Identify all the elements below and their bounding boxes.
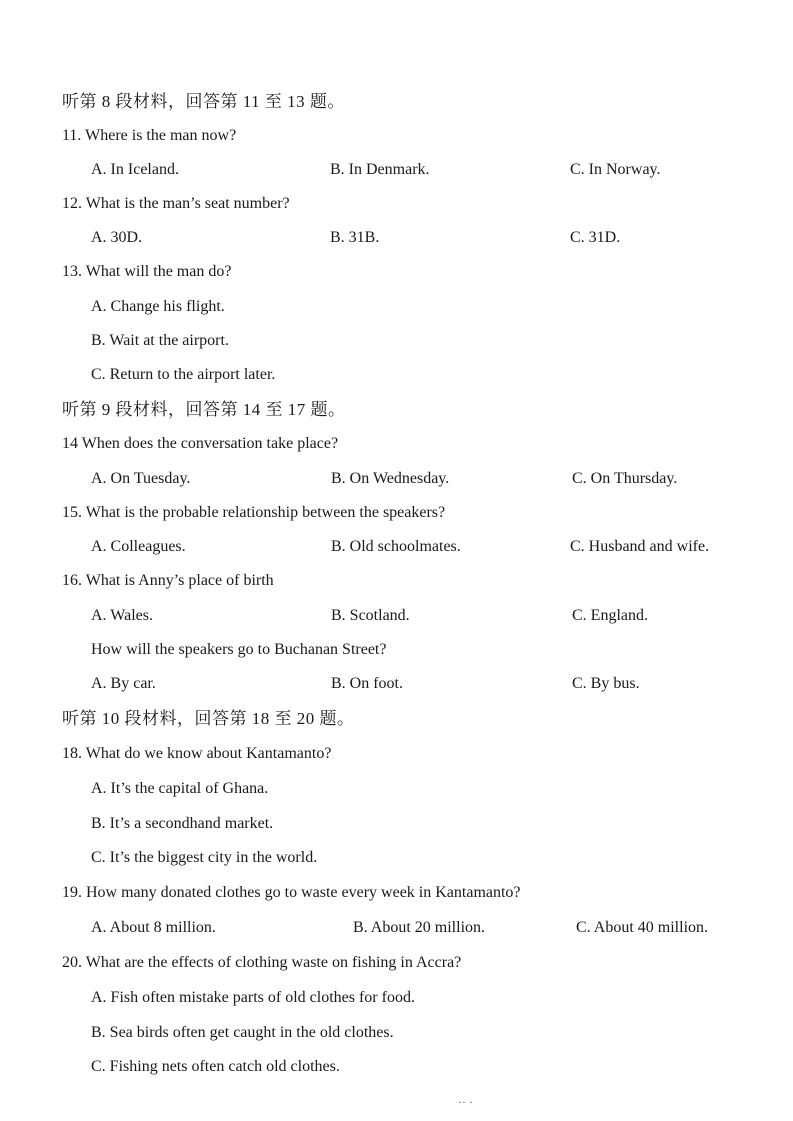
option-a: A. By car. <box>91 675 156 692</box>
option-a: A. Change his flight. <box>91 298 225 315</box>
option-b: B. Wait at the airport. <box>91 332 229 349</box>
option-a: A. Fish often mistake parts of old clothes for food. <box>91 989 415 1006</box>
question-13-option-c <box>0 362 793 388</box>
section-header-9 <box>0 397 793 423</box>
option-c: C. By bus. <box>572 675 640 692</box>
question-stem: 14 When does the conversation take place? <box>62 435 339 452</box>
question-12 <box>0 191 793 217</box>
section-header-8 <box>0 89 793 115</box>
option-b: B. 31B. <box>330 229 380 246</box>
option-c: C. Husband and wife. <box>570 538 710 555</box>
question-stem: How will the speakers go to Buchanan Street? <box>91 641 387 658</box>
option-c: C. England. <box>572 607 648 624</box>
option-b: B. In Denmark. <box>330 161 430 178</box>
question-13 <box>0 259 793 285</box>
question-20-option-b <box>0 1020 793 1046</box>
option-b: B. On foot. <box>331 675 403 692</box>
option-a: A. About 8 million. <box>91 919 216 936</box>
section-header-10 <box>0 706 793 732</box>
option-b: B. About 20 million. <box>353 919 486 936</box>
question-15-options <box>0 534 793 560</box>
question-stem: 16. What is Anny’s place of birth <box>62 572 274 589</box>
question-19-options <box>0 915 793 941</box>
option-a: A. It’s the capital of Ghana. <box>91 780 269 797</box>
option-b: B. It’s a secondhand market. <box>91 815 274 832</box>
question-16-options <box>0 603 793 629</box>
option-a: A. Wales. <box>91 607 153 624</box>
question-11-options <box>0 157 793 183</box>
question-14 <box>0 431 793 457</box>
section-header-text: 听第 10 段材料，回答第 18 至 20 题。 <box>62 709 355 728</box>
question-11 <box>0 123 793 149</box>
question-15 <box>0 500 793 526</box>
option-a: A. 30D. <box>91 229 143 246</box>
question-12-options <box>0 225 793 251</box>
question-13-option-a <box>0 294 793 320</box>
section-header-text: 听第 9 段材料，回答第 14 至 17 题。 <box>62 400 346 419</box>
option-a: A. In Iceland. <box>91 161 179 178</box>
question-stem: 12. What is the man’s seat number? <box>62 195 290 212</box>
option-c: C. It’s the biggest city in the world. <box>91 849 318 866</box>
question-18-option-a <box>0 776 793 802</box>
option-c: C. Fishing nets often catch old clothes. <box>91 1058 340 1075</box>
question-18-option-b <box>0 811 793 837</box>
question-20 <box>0 950 793 976</box>
option-c: C. In Norway. <box>570 161 661 178</box>
question-stem: 20. What are the effects of clothing waste on fishing in Accra? <box>62 954 462 971</box>
question-16 <box>0 568 793 594</box>
option-c: C. Return to the airport later. <box>91 366 276 383</box>
question-18-option-c <box>0 845 793 871</box>
question-stem: 13. What will the man do? <box>62 263 232 280</box>
question-17 <box>0 637 793 663</box>
option-b: B. On Wednesday. <box>331 470 450 487</box>
question-18 <box>0 741 793 767</box>
option-b: B. Sea birds often get caught in the old clothes. <box>91 1024 394 1041</box>
option-c: C. 31D. <box>570 229 621 246</box>
question-stem: 15. What is the probable relationship between the speakers? <box>62 504 446 521</box>
question-13-option-b <box>0 328 793 354</box>
question-stem: 19. How many donated clothes go to waste every week in Kantamanto? <box>62 884 521 901</box>
option-a: A. On Tuesday. <box>91 470 191 487</box>
question-stem: 11. Where is the man now? <box>62 127 237 144</box>
question-20-option-c <box>0 1054 793 1080</box>
question-14-options <box>0 466 793 492</box>
question-19 <box>0 880 793 906</box>
option-c: C. About 40 million. <box>576 919 709 936</box>
question-20-option-a <box>0 985 793 1011</box>
option-c: C. On Thursday. <box>572 470 678 487</box>
question-stem: 18. What do we know about Kantamanto? <box>62 745 332 762</box>
option-b: B. Scotland. <box>331 607 410 624</box>
option-a: A. Colleagues. <box>91 538 186 555</box>
question-17-options <box>0 671 793 697</box>
page-footer-mark: ·· · <box>458 1095 473 1109</box>
section-header-text: 听第 8 段材料，回答第 11 至 13 题。 <box>62 92 345 111</box>
option-b: B. Old schoolmates. <box>331 538 461 555</box>
